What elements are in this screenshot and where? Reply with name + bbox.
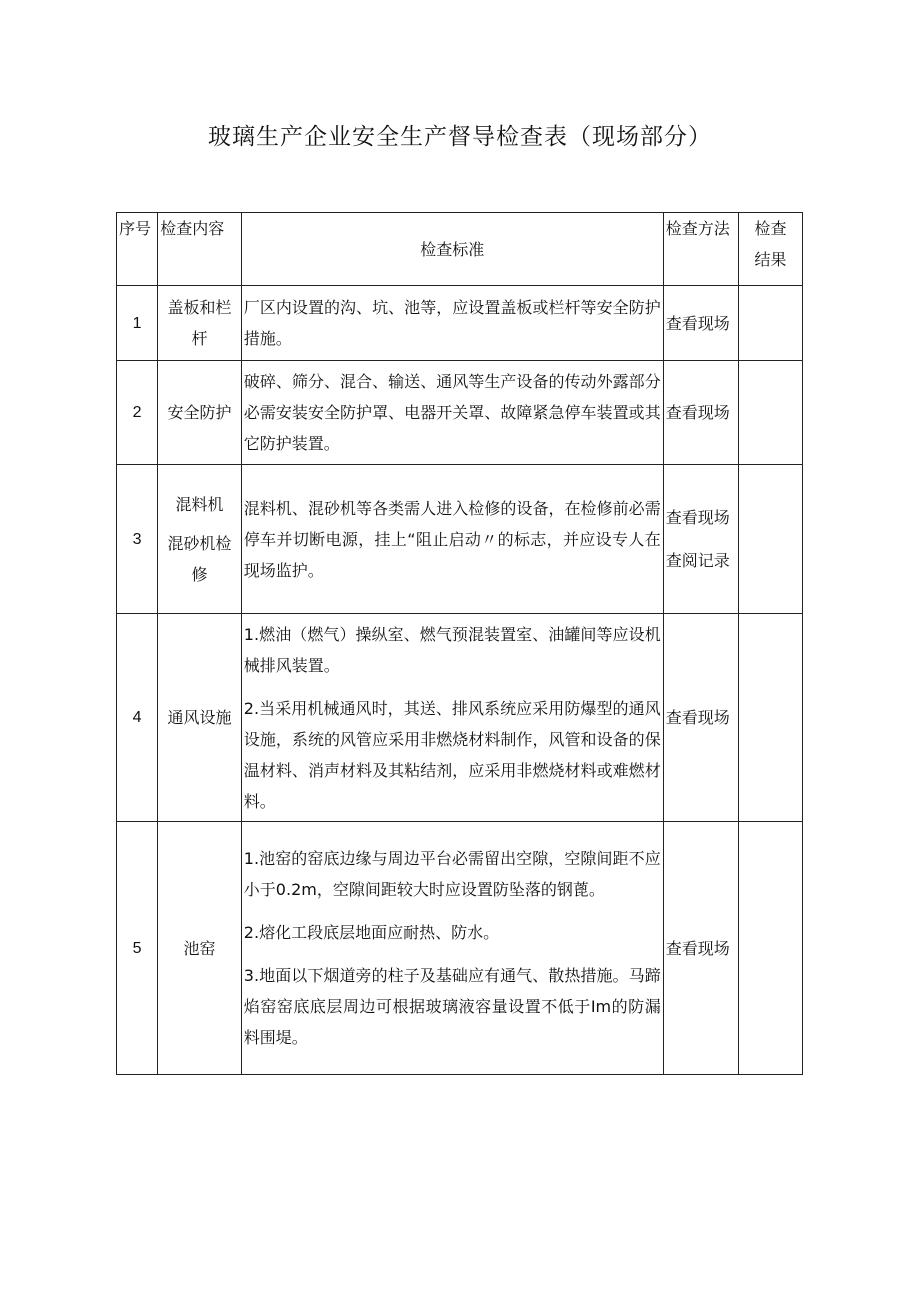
row-item-line: 混料机 [175, 494, 224, 514]
header-standard: 检查标准 [241, 213, 663, 286]
standard-paragraph: 1.燃油（燃气）操纵室、燃气预混装置室、油罐间等应设机械排风装置。 [243, 624, 661, 675]
table-row [117, 465, 803, 614]
table-row [117, 361, 803, 465]
row-item-line: 安全防护 [167, 403, 232, 422]
method-line: 查看现场 [665, 508, 730, 527]
row-method [663, 822, 738, 1075]
page-title: 玻璃生产企业安全生产督导检查表（现场部分） [208, 124, 712, 150]
row-no: 3 [117, 465, 158, 614]
method-line: 查看现场 [665, 313, 730, 333]
method-line: 查看现场 [665, 403, 730, 422]
table-header-row [117, 213, 803, 286]
row-standard [241, 286, 663, 361]
row-no: 1 [117, 286, 158, 361]
table-row [117, 286, 803, 361]
standard-paragraph: 厂区内设置的沟、坑、池等，应设置盖板或栏杆等安全防护措施。 [243, 298, 661, 348]
row-result[interactable] [739, 286, 803, 361]
method-line: 查看现场 [665, 708, 730, 727]
row-method [663, 614, 738, 822]
row-standard [241, 465, 663, 614]
row-item [158, 822, 242, 1075]
header-result-line1: 检查 [754, 219, 787, 238]
method-line: 查看现场 [665, 938, 730, 958]
standard-paragraph: 3.地面以下烟道旁的柱子及基础应有通气、散热措施。马蹄焰窑窑底底层周边可根据玻璃液容量设置不低于Im的防漏料围堤。 [243, 966, 661, 1047]
table-row [117, 822, 803, 1075]
row-standard [241, 614, 663, 822]
standard-paragraph: 混料机、混砂机等各类需人进入检修的设备，在检修前必需停车并切断电源，挂上“阻止启动〃的标志，并应设专人在现场监护。 [243, 498, 661, 580]
table-row [117, 614, 803, 822]
row-standard [241, 361, 663, 465]
row-standard [241, 822, 663, 1075]
header-result [739, 213, 803, 286]
row-item-line: 通风设施 [167, 708, 232, 727]
row-item [158, 465, 242, 614]
inspection-table [116, 212, 803, 1075]
standard-paragraph: 2.熔化工段底层地面应耐热、防水。 [243, 923, 500, 942]
header-result-line2: 结果 [754, 250, 787, 269]
row-item [158, 361, 242, 465]
row-result[interactable] [739, 361, 803, 465]
row-result[interactable] [739, 614, 803, 822]
row-no: 4 [117, 614, 158, 822]
standard-paragraph: 2.当采用机械通风时，其送、排风系统应采用防爆型的通风设施，系统的风管应采用非燃烧材料制作，风管和设备的保温材料、消声材料及其粘结剂，应采用非燃烧材料或难燃材料。 [243, 698, 661, 811]
row-method [663, 286, 738, 361]
header-item: 检查内容 [158, 213, 242, 286]
row-item-line: 池窑 [183, 938, 216, 958]
row-method [663, 465, 738, 614]
standard-paragraph: 破碎、筛分、混合、输送、通风等生产设备的传动外露部分必需安装安全防护罩、电器开关罩、故障紧急停车装置或其它防护装置。 [243, 372, 661, 453]
header-no: 序号 [117, 213, 158, 286]
row-item [158, 286, 242, 361]
row-method [663, 361, 738, 465]
row-result[interactable] [739, 465, 803, 614]
method-line: 查阅记录 [665, 551, 730, 570]
row-item-line: 盖板和栏杆 [167, 298, 232, 348]
standard-paragraph: 1.池窑的窑底边缘与周边平台必需留出空隙，空隙间距不应小于0.2m，空隙间距较大时应设置防坠落的钢蓖。 [243, 849, 661, 899]
row-no: 5 [117, 822, 158, 1075]
row-result[interactable] [739, 822, 803, 1075]
row-no: 2 [117, 361, 158, 465]
row-item [158, 614, 242, 822]
header-method: 检查方法 [663, 213, 738, 286]
row-item-line: 混砂机检修 [167, 533, 232, 584]
